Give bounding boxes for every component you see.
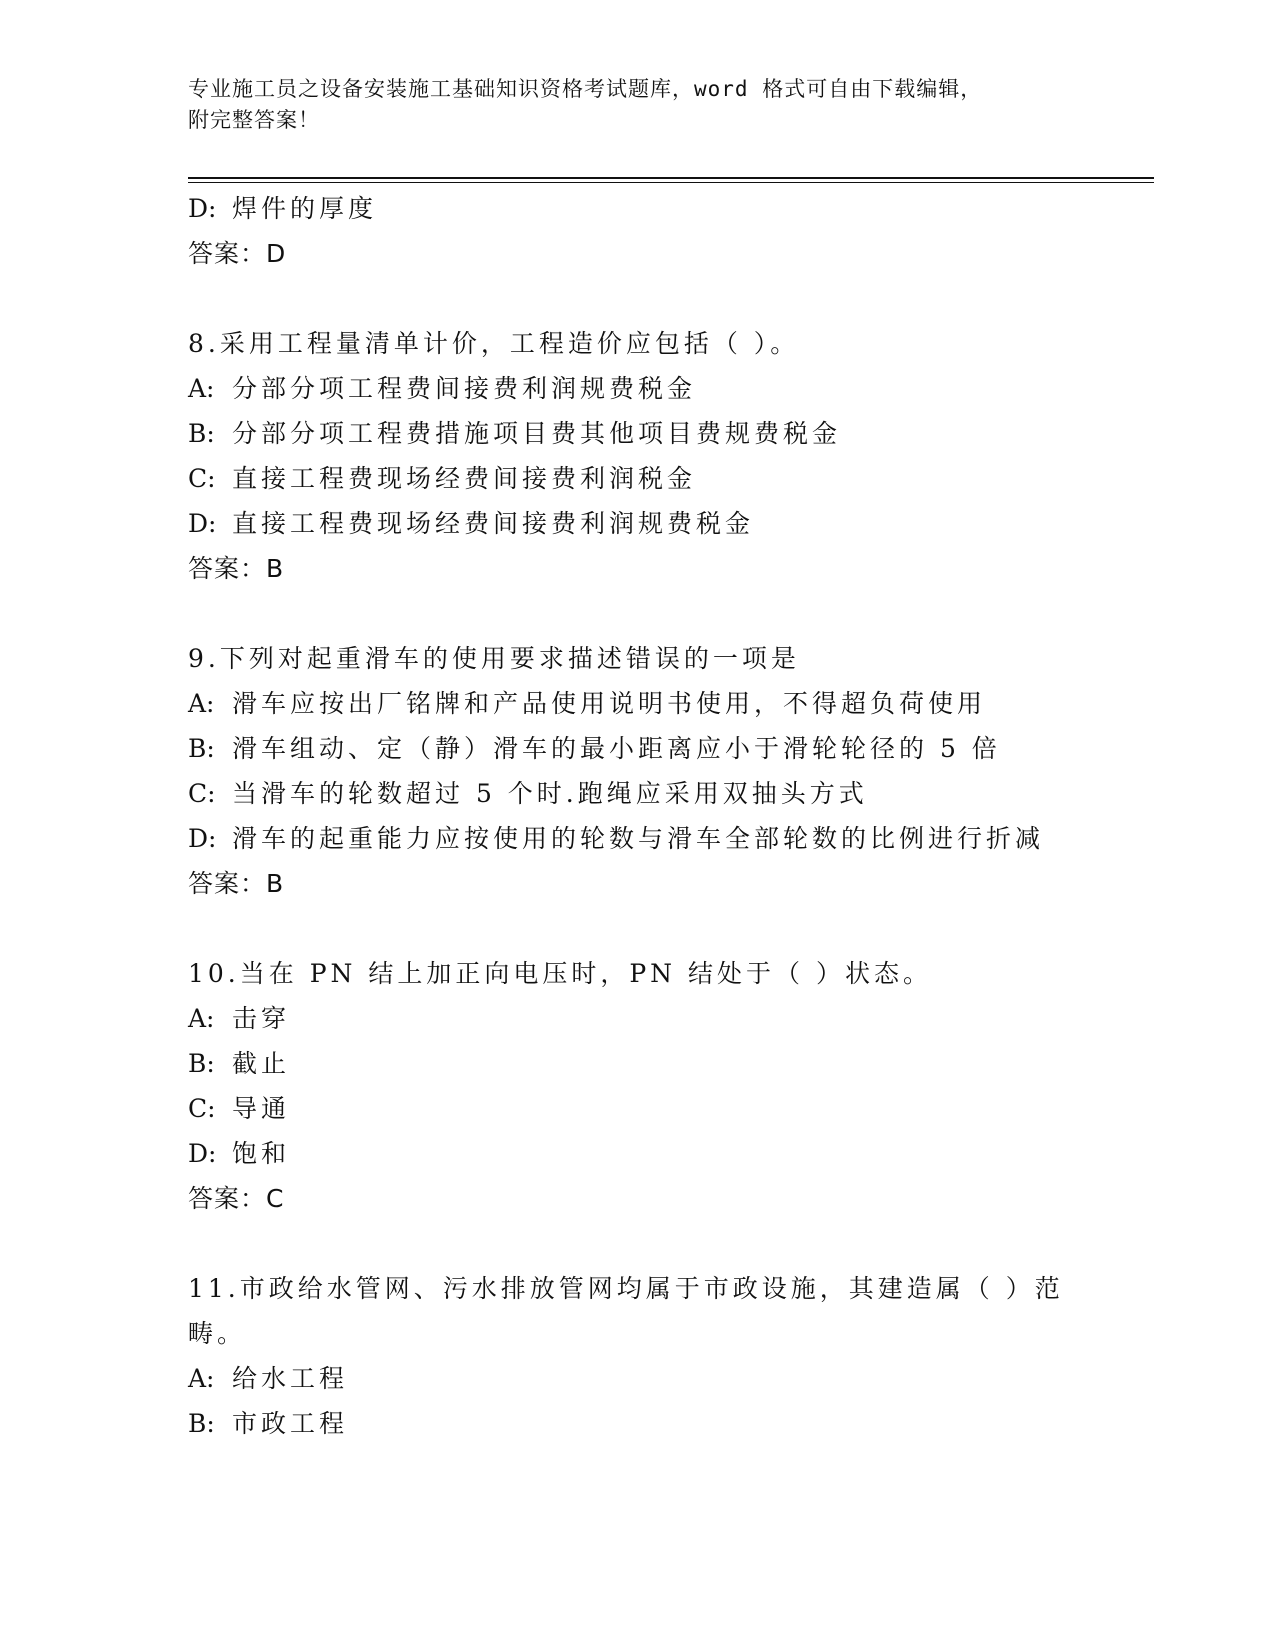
q9-answer: 答案：B [188,869,285,898]
option-text: 给水工程 [232,1364,349,1393]
option-text: 分部分项工程费措施项目费其他项目费规费税金 [232,419,842,448]
q10-option-d [188,1138,290,1170]
q8-answer: 答案：B [188,554,285,583]
option-letter: B: [188,734,215,763]
q10-answer: 答案：C [188,1184,285,1213]
header-line-1: 专业施工员之设备安装施工基础知识资格考试题库，word 格式可自由下载编辑， [188,77,983,101]
header-line-2: 附完整答案！ [188,108,320,132]
option-text: 焊件的厚度 [232,194,378,223]
option-letter: A: [188,1364,215,1393]
q11-stem-line-1: 11.市政给水管网、污水排放管网均属于市政设施，其建造属（ ）范 [188,1274,1064,1303]
option-text: 直接工程费现场经费间接费利润规费税金 [232,509,755,538]
option-text: 饱和 [232,1139,291,1168]
option-text: 截止 [232,1049,291,1078]
option-letter: A: [188,689,215,718]
option-text: 分部分项工程费间接费利润规费税金 [232,374,697,403]
page-header [188,74,1088,136]
option-letter: A: [188,374,215,403]
q9-option-a [188,688,986,720]
option-text: 滑车应按出厂铭牌和产品使用说明书使用，不得超负荷使用 [232,689,987,718]
q9-stem: 9.下列对起重滑车的使用要求描述错误的一项是 [188,644,800,673]
option-letter: D: [188,1139,217,1168]
option-letter: C: [188,779,216,808]
q8-option-b [188,418,841,450]
option-letter: B: [188,419,215,448]
q10-stem: 10.当在 PN 结上加正向电压时，PN 结处于（ ）状态。 [188,959,932,988]
option-text: 滑车组动、定（静）滑车的最小距离应小于滑轮轮径的 5 倍 [232,734,1001,763]
q8-option-c [188,463,696,495]
q10-option-c [188,1093,290,1125]
q10-option-a [188,1003,290,1035]
q9-option-b [188,733,1001,765]
option-letter: D: [188,194,217,223]
option-text: 滑车的起重能力应按使用的轮数与滑车全部轮数的比例进行折减 [232,824,1045,853]
q11-stem-line-2: 畴。 [188,1319,247,1348]
prev-option-d [188,193,377,225]
option-text: 导通 [232,1094,291,1123]
option-text: 直接工程费现场经费间接费利润税金 [232,464,697,493]
option-text: 当滑车的轮数超过 5 个时.跑绳应采用双抽头方式 [232,779,868,808]
option-letter: D: [188,509,217,538]
q8-option-a [188,373,696,405]
q11-option-a [188,1363,348,1395]
header-rule-thick [188,177,1154,179]
option-letter: C: [188,1094,216,1123]
option-letter: B: [188,1049,215,1078]
option-letter: C: [188,464,216,493]
q8-option-d [188,508,754,540]
header-rule-thin [188,182,1154,183]
q8-stem: 8.采用工程量清单计价，工程造价应包括（ ）。 [188,329,800,358]
option-letter: A: [188,1004,215,1033]
q9-option-c [188,778,868,810]
option-text: 击穿 [232,1004,291,1033]
q10-option-b [188,1048,290,1080]
option-letter: B: [188,1409,215,1438]
q11-option-b [188,1408,348,1440]
prev-answer: 答案：D [188,239,287,268]
option-text: 市政工程 [232,1409,349,1438]
q9-option-d [188,823,1044,855]
option-letter: D: [188,824,217,853]
